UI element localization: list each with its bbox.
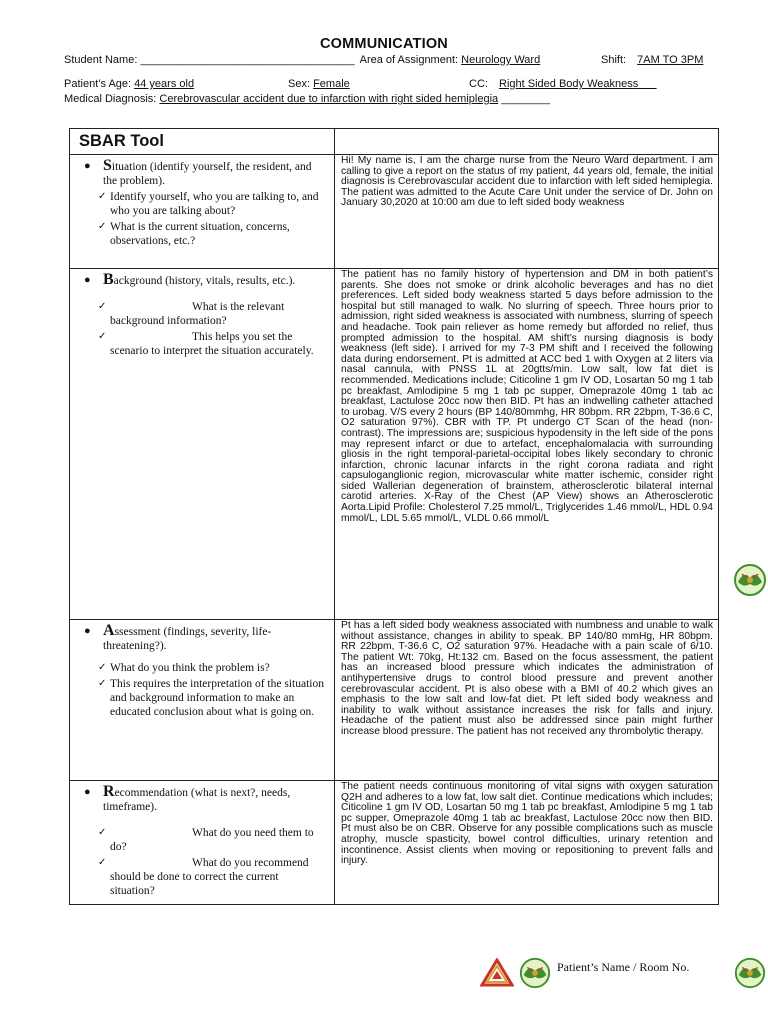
green-seal-icon	[732, 956, 768, 990]
recommendation-lead-text: ecommendation (what is next?, needs, timeframe).	[103, 787, 291, 813]
recommendation-letter: R	[103, 783, 115, 800]
diagnosis-line	[64, 93, 550, 105]
recommendation-lead	[80, 785, 326, 814]
table-header-row	[70, 129, 719, 155]
bullet-icon: ●	[84, 625, 91, 637]
situation-content: Hi! My name is, I am the charge nurse from the Neuro Ward department. I am calling to give a report on the status of my patient, 44 years old, female, the initial diagnosis is Cerebrovascular accident due to infarction with left sided hemiplegia. The patient was admitted to the Acute Care Unit under the service of Dr. John on January 30,2020 at 10:00 am due to left sided body weakness	[341, 155, 713, 209]
situation-point-2: What is the current situation, concerns, observations, etc.?	[110, 221, 290, 247]
list-item	[80, 330, 326, 358]
situation-lead	[80, 159, 326, 188]
bullet-icon: ●	[84, 160, 91, 172]
student-name-line	[64, 54, 540, 66]
bullet-icon: ●	[84, 786, 91, 798]
age-line	[64, 78, 194, 90]
assessment-point-1: What do you think the problem is?	[110, 662, 270, 674]
recommendation-content-cell	[335, 781, 719, 905]
green-seal-icon	[732, 562, 768, 598]
green-seal-icon	[518, 956, 552, 990]
assessment-lead-text: ssessment (findings, severity, life-threatening?).	[103, 626, 272, 652]
sex-label: Sex:	[288, 78, 311, 90]
situation-lead-text: ituation (identify yourself, the resident, and the problem).	[103, 161, 312, 187]
area-label: Area of Assignment:	[359, 54, 459, 66]
situation-point-1: Identify yourself, who you are talking to, and who you are talking about?	[110, 191, 319, 217]
list-item	[80, 190, 326, 218]
checkmark-icon: ✓	[98, 221, 107, 232]
recommendation-prompt-cell	[70, 781, 335, 905]
page-title: COMMUNICATION	[320, 36, 448, 52]
assessment-prompt-cell	[70, 620, 335, 781]
background-prompt-cell	[70, 269, 335, 620]
background-point-2: This helps you set the scenario to interpret the situation accurately.	[110, 331, 314, 357]
background-lead-text: ackground (history, vitals, results, etc.).	[113, 275, 296, 287]
background-lead	[80, 273, 326, 288]
recommendation-content: The patient needs continuous monitoring of vital signs with oxygen saturation Q2H and adheres to a low fat, low salt diet. Continue medications which includes; Citicoline 1 gm IV OD, Losartan 50 mg 1 tab pc breakfast, Amlodipine 5 mg 1 tab pc supper, Omeprazole 40mg 1 tab ac breakfast, Lactulose 20cc now then BID. Pt must also be on CBR. Observe for any possible complications such as muscle atrophy, muscle spasticity, bowel control difficulties, urinary retention and incontinence. Assist clients when moving or repositioning to prevent falls and injury.	[341, 781, 713, 867]
checkmark-icon: ✓	[98, 678, 107, 689]
checkmark-icon: ✓	[98, 662, 107, 673]
shift-label: Shift:	[601, 54, 627, 66]
checkmark-icon: ✓	[98, 191, 107, 202]
patient-room-label: Patient’s Name / Room No.	[557, 960, 690, 974]
assessment-content: Pt has a left sided body weakness associated with numbness and unable to walk without assistance, changes in ability to speak. BP 140/80 mmHg, HR 80bpm. RR 22bpm, T-36.6 C, O2 saturation 97%. Headache with a pain scale of 6/10. The patient Wt: 70kg, Ht:132 cm. Based on the focus assessment, the patient has an increased blood pressure which indicates the administration of antihypertensive drugs to control blood pressure and prevent another cerebrovascular accident. Pt is also obese with a BMI of 40.2 which gives an emphasis to the low salt and low-fat diet. Pt left sided body weakness and inability to walk without assistance increases the risk for falls and injury. Headache of the patient must also be addressed since pain might further increase blood pressure. The patient has not received any thrombolytic therapy.	[341, 620, 713, 737]
list-item	[80, 677, 326, 719]
checkmark-icon: ✓	[98, 827, 107, 838]
background-content: The patient has no family history of hypertension and DM in both patient’s parents. She does not smoke or drink alcoholic beverages and has no diet preferences. Left sided body weakness started 5 days before admission to the hospital but still managed to walk. No slurring of speech. Three hours prior to admission, right sided weakness is associated with numbness, slurring of speech and headache. Took pain reliever as home remedy but afforded no relief, thus prompted admission to the hospital. AM shift’s nursing diagnosis is body weakness (left side). I arrived for my 7-3 PM shift and I received the following data during endorsement. Pt is admitted at ACC bed 1 with Oxygen at 2 liters via nasal cannula, with PNSS 1L at 20gtts/min. Low salt, low fat diet is recommended. Medications include; Citicoline 1 gm IV OD, Losartan 50 mg 1 tab pc breakfast, Amlodipine 5 mg 1 tab pc supper, Omeprazole 40mg 1 tab ac breakfast, Lactulose 20cc now then BID. Pt has an indwelling catheter attached to urobag. V/S every 2 hours (BP 140/80mmhg, HR 80bpm. RR 22bpm, T-36.6 C, O2 saturation 97%). CBR with TP. Pt undergo CT Scan of the head (non-contrast). The impressions are; suspicious hypodensity in the left side of the pons may represent infarct or due to artefact, encephalomalacia with surrounding gliosis in the right temporal-parietal-occipital lobes likely secondary to chronic infarction, chronic lacunar infarcts in the right corona radiata and right capsuloganglionic region, microvascular white matter ischemic, consider right sided Wallerian degeneration of brainstem, atherosclerotic bilateral internal carotid arteries. X-Ray of the Chest (AP View) shows an Atherosclerotic Aorta.Lipid Profile: Cholesterol 7.25 mmol/L, Triglycerides 1.46 mmol/L, HDL 0.94 mmol/L, LDL 5.65 mmol/L, VLDL 0.66 mmol/L	[341, 269, 713, 524]
table-row	[70, 620, 719, 781]
situation-prompt-cell	[70, 155, 335, 269]
shift-line	[601, 54, 703, 66]
student-name-label: Student Name:	[64, 54, 138, 66]
cc-value: Right Sided Body Weakness	[499, 78, 639, 90]
recommendation-point-1: What do you need them to do?	[110, 827, 314, 853]
student-name-field[interactable]: ___________________________________	[140, 54, 355, 66]
sbar-table	[69, 128, 719, 905]
cc-line	[469, 78, 657, 90]
diagnosis-value: Cerebrovascular accident due to infarction with right sided hemiplegia	[159, 93, 499, 105]
list-item	[80, 661, 326, 675]
shift-value: 7AM TO 3PM	[637, 54, 704, 66]
checkmark-icon: ✓	[98, 331, 107, 342]
recommendation-point-2: What do you recommend should be done to correct the current situation?	[110, 857, 309, 897]
table-row	[70, 155, 719, 269]
background-content-cell	[335, 269, 719, 620]
situation-content-cell	[335, 155, 719, 269]
area-value: Neurology Ward	[461, 54, 541, 66]
triangle-logo-icon	[480, 958, 514, 988]
age-value: 44 years old	[134, 78, 195, 90]
background-point-1: What is the relevant background information?	[110, 301, 285, 327]
assessment-point-2: This requires the interpretation of the situation and background information to make an educated conclusion about what is going on.	[110, 678, 324, 718]
diagnosis-blank: ________	[501, 93, 551, 105]
bullet-icon: ●	[84, 274, 91, 286]
background-letter: B	[103, 271, 114, 288]
checkmark-icon: ✓	[98, 301, 107, 312]
list-item	[80, 826, 326, 854]
table-row	[70, 269, 719, 620]
list-item	[80, 220, 326, 248]
assessment-content-cell	[335, 620, 719, 781]
diagnosis-label: Medical Diagnosis:	[64, 93, 157, 105]
table-header-cell	[70, 129, 335, 155]
table-header: SBAR Tool	[79, 132, 164, 150]
checkmark-icon: ✓	[98, 857, 107, 868]
list-item	[80, 856, 326, 898]
situation-letter: S	[103, 157, 112, 174]
sex-value: Female	[313, 78, 350, 90]
table-header-empty-cell	[335, 129, 719, 155]
assessment-lead	[80, 624, 326, 653]
assessment-letter: A	[103, 622, 115, 639]
list-item	[80, 300, 326, 328]
sex-line	[288, 78, 350, 90]
table-row	[70, 781, 719, 905]
cc-label: CC:	[469, 78, 488, 90]
age-label: Patient’s Age:	[64, 78, 132, 90]
